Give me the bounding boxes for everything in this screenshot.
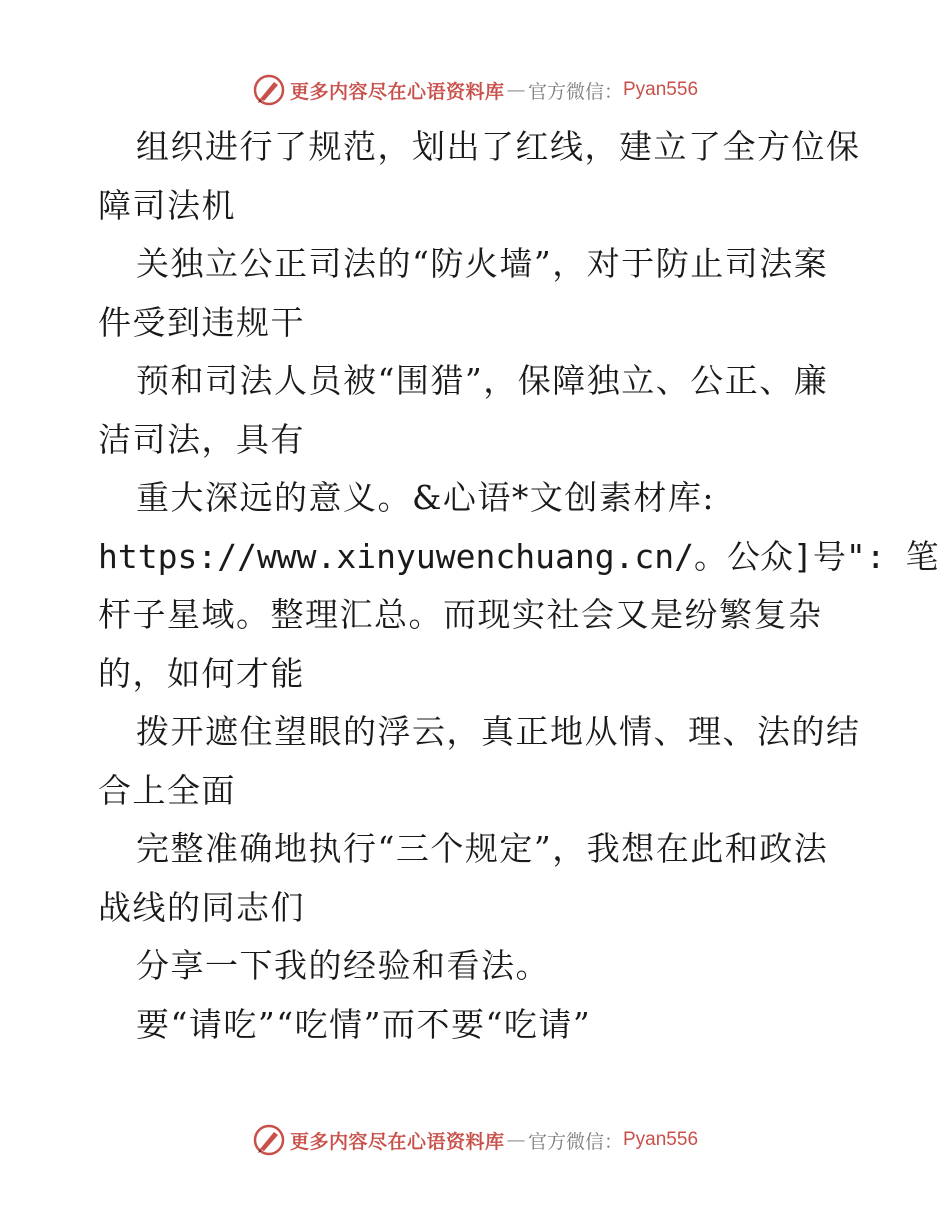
banner-wechat-label: 官方微信： (527, 80, 623, 103)
body-line: 完整准确地执行“三个规定”，我想在此和政法 (136, 829, 829, 868)
body-line: 件受到违规干 (98, 302, 305, 342)
quill-pen-logo-icon (252, 73, 286, 107)
body-line: 的，如何才能 (98, 653, 305, 693)
body-line: 拨开遮住望眼的浮云，真正地从情、理、法的结 (136, 712, 861, 751)
body-line: 分享一下我的经验和看法。 (136, 946, 550, 985)
banner-brand-text: 更多内容尽在心语资料库 (289, 1130, 505, 1153)
body-line: 杆子星域。整理汇总。而现实社会又是纷繁复杂 (98, 595, 823, 634)
body-line: 战线的同志们 (98, 887, 305, 927)
body-line: 重大深远的意义。&心语*文创素材库: (136, 478, 715, 517)
document-body (98, 118, 939, 1054)
body-line: 洁司法，具有 (98, 419, 305, 459)
body-line: 要“请吃”“吃情”而不要“吃请” (136, 1004, 592, 1044)
banner-wechat-label: 官方微信： (527, 1130, 623, 1153)
footer-banner (0, 1120, 950, 1160)
banner-separator: — (506, 1129, 526, 1151)
banner-separator: — (506, 79, 526, 101)
banner-wechat-id: Pyan556 (623, 79, 699, 100)
body-line: 合上全面 (98, 770, 236, 810)
quill-pen-logo-icon (252, 1123, 286, 1157)
body-line: 关独立公正司法的“防火墙”，对于防止司法案 (136, 244, 829, 283)
banner-brand-text: 更多内容尽在心语资料库 (289, 80, 505, 103)
header-banner (0, 70, 950, 110)
body-line: 预和司法人员被“围猎”，保障独立、公正、廉 (136, 361, 829, 400)
body-line: 组织进行了规范，划出了红线，建立了全方位保 (136, 127, 861, 166)
banner-wechat-id: Pyan556 (623, 1129, 699, 1150)
body-line: 障司法机 (98, 185, 236, 225)
body-line-url: https://www.xinyuwenchuang.cn/。公众]号": 笔 (98, 536, 939, 576)
